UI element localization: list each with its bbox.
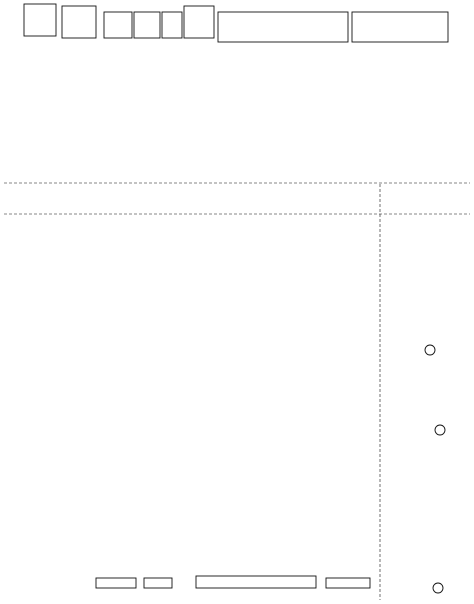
bottom-components xyxy=(96,345,445,593)
stop-light-switch xyxy=(433,583,443,593)
eccu-box xyxy=(218,12,348,42)
header-components xyxy=(24,4,448,42)
cruise-control-box xyxy=(144,578,172,588)
backup-switch-box xyxy=(326,578,370,588)
chimes-box xyxy=(96,578,136,588)
defogger-relay-box xyxy=(134,12,160,38)
bottom-connector-block xyxy=(196,576,316,588)
relay-center-connector xyxy=(24,4,56,36)
right-side-component xyxy=(435,425,445,435)
ipu-relay-box xyxy=(184,6,214,38)
fuel-pump-relay-box xyxy=(104,12,132,38)
rvc-relay-box xyxy=(162,12,182,38)
dir-flasher-component xyxy=(425,345,435,355)
fuel-data-panel-box xyxy=(352,12,448,42)
antenna-relay-box xyxy=(62,6,96,38)
